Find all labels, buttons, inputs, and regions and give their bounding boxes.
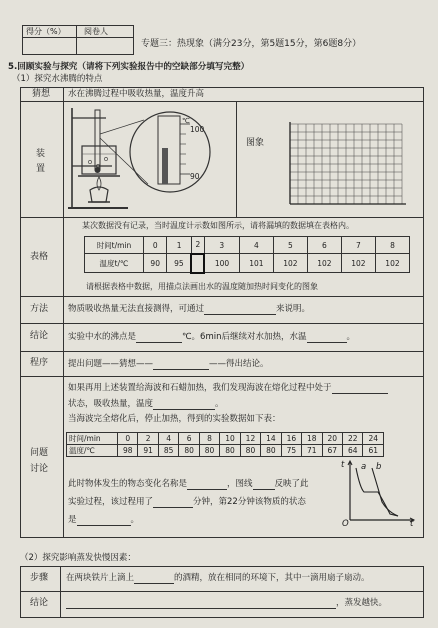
cool-temp-cell: 98 [118,445,138,457]
conclusion2-label: 结论 [30,598,49,608]
device-label-2: 置 [36,164,46,174]
method-blank[interactable] [204,305,276,315]
conclusion2-tail: ，蒸发越快。 [336,598,388,608]
method-label: 方法 [30,304,49,314]
cool-time-cell: 22 [342,433,362,445]
method-text: 物质吸收热量无法直接测得，可通过 [68,304,205,314]
temp-change-blank[interactable] [153,400,215,410]
temp-header: 温度t/℃ [85,254,144,273]
q-line2 [68,399,224,410]
conclusion2-line [66,598,387,609]
q-line5-text: 实验过程，该过程用了 [68,497,154,507]
procedure-line [68,359,269,370]
cool-time-cell: 24 [363,433,384,445]
graph-a-label: a [361,462,367,472]
method-line [68,304,310,315]
steps-label: 步骤 [30,573,49,583]
discussion-label: 讨论 [30,464,49,474]
guess-text: 水在沸腾过程中吸收热量，温度升高 [68,89,205,99]
steps-text: 在两块铁片上滴上 [66,573,135,583]
guess-label: 猜想 [32,89,51,99]
time-cell: 3 [204,237,239,254]
temp-cell: 101 [239,254,273,273]
q-line4-tail: 反映了此 [274,479,309,489]
method-tail: 来说明。 [276,304,311,314]
time-cell: 0 [144,237,167,254]
conclusion-text: 实验中水的沸点是 [68,332,137,342]
duration-blank[interactable] [153,498,193,508]
cool-time-cell: 12 [240,433,260,445]
time-cell: 4 [239,237,273,254]
boiling-apparatus-illustration [66,104,234,214]
steps-line [66,573,370,584]
q-line4-text: 此时物体发生的物态变化名称是 [68,479,188,489]
score-label: 得分（%） [26,27,66,36]
cool-temp-cell: 64 [342,445,362,457]
time-cell: 8 [375,237,409,254]
cool-time-cell: 2 [138,433,158,445]
q5-title: 5.回顾实验与探究（请将下列实验报告中的空缺部分填写完整） [8,62,250,72]
q-line6 [68,515,139,526]
temp-cell: 102 [307,254,341,273]
cool-time-header: 时间/min [67,433,118,445]
time-cell: 6 [307,237,341,254]
state-blank[interactable] [332,384,388,394]
time-cell: 2 [191,237,204,254]
cool-time-cell: 14 [261,433,281,445]
question-label: 问题 [30,448,49,458]
graph-line-blank[interactable] [253,480,275,490]
water-temp-blank[interactable] [307,333,347,343]
cool-time-cell: 8 [199,433,219,445]
cool-temp-cell: 80 [199,445,219,457]
table-label: 表格 [30,252,49,262]
cool-temp-cell: 80 [240,445,260,457]
procedure-tail: ——得出结论。 [209,359,269,369]
temp-cell: 95 [167,254,192,273]
cool-temp-cell: 67 [322,445,342,457]
boiling-data-table [84,236,410,274]
cool-temp-cell: 71 [302,445,322,457]
thermo-unit-label: ℃ [182,117,190,125]
conclusion-tail: 。 [346,332,356,342]
temp-cell: 102 [273,254,307,273]
graph-x-label: t [410,519,414,529]
conclusion2-blank[interactable] [66,599,336,609]
temp-cell: 90 [144,254,167,273]
q-line6-text: 是 [68,515,77,525]
image-label: 图象 [246,138,265,148]
time-header: 时间t/min [85,237,144,254]
graph-t-label: t [341,460,345,470]
cool-time-cell: 18 [302,433,322,445]
cool-temp-cell: 91 [138,445,158,457]
q-line2-tail: 。 [215,399,224,409]
conclusion-mid: ℃。6min后继续对水加热，水温 [182,332,307,342]
cool-temp-cell: 80 [261,445,281,457]
graph-b-label: b [376,462,382,472]
thermo-100-label: 100 [190,125,205,134]
time-cell: 1 [167,237,192,254]
cool-time-cell: 4 [158,433,178,445]
q-line4-mid: ，图线 [227,479,253,489]
q-line2-text: 状态，吸收热量，温度 [68,399,154,409]
cool-temp-cell: 80 [179,445,199,457]
q-line6-tail: 。 [130,515,140,525]
q-line5-tail: 分钟，第22分钟该物质的状态 [193,497,306,507]
q-line4 [68,479,309,490]
procedure-blank[interactable] [153,360,209,370]
q-line1-text: 如果再用上述装置给海波和石蜡加热，我们发现海波在熔化过程中处于 [68,383,332,393]
sub2-title: （2）探究影响蒸发快慢因素： [20,553,136,563]
temp-cell: 102 [375,254,409,273]
cool-time-cell: 0 [118,433,138,445]
table-note: 某次数据没有记录，当时温度计示数如图所示，请将漏填的数据填在表格内。 [82,221,354,230]
graph-o-label: O [342,519,349,529]
cooling-data-table [66,432,384,457]
cool-time-cell: 6 [179,433,199,445]
temp-cell: 100 [204,254,239,273]
table-note-2: 请根据表格中数据，用描点法画出水的温度随加热时间变化的图象 [86,282,318,291]
cool-temp-cell: 85 [158,445,178,457]
sub1-title: （1）探究水沸腾的特点 [12,74,103,84]
cool-temp-header: 温度/℃ [67,445,118,457]
q-line5 [68,497,306,508]
time-cell: 7 [341,237,375,254]
procedure-label: 程序 [30,358,49,368]
cool-temp-cell: 61 [363,445,384,457]
conclusion-line [68,332,355,343]
time-cell: 5 [273,237,307,254]
cool-time-cell: 20 [322,433,342,445]
topic-title: 专题三：热现象（满分23分，第5题15分，第6题8分） [141,39,362,49]
steps-tail: 的酒精，放在相同的环境下，其中一滴用扇子扇动。 [174,573,370,583]
conclusion-label: 结论 [30,331,49,341]
missing-temp-input[interactable] [191,254,204,273]
device-label-1: 装 [36,149,46,159]
q-line3: 当海波完全熔化后，停止加热，得到的实验数据如下表： [68,414,281,424]
state-22min-blank[interactable] [77,516,131,526]
thermo-90-label: 90 [190,172,200,181]
cool-temp-cell: 75 [281,445,301,457]
cool-time-cell: 16 [281,433,301,445]
boiling-point-blank[interactable] [136,333,182,343]
alcohol-amount-blank[interactable] [134,574,174,584]
q-line1 [68,383,388,394]
procedure-text: 提出问题——猜想—— [68,359,154,369]
reviewer-label: 阅卷人 [84,27,108,36]
temp-cell: 102 [341,254,375,273]
blank-plot-grid [284,118,410,210]
cool-temp-cell: 80 [220,445,240,457]
cool-time-cell: 10 [220,433,240,445]
phase-change-blank[interactable] [187,480,227,490]
